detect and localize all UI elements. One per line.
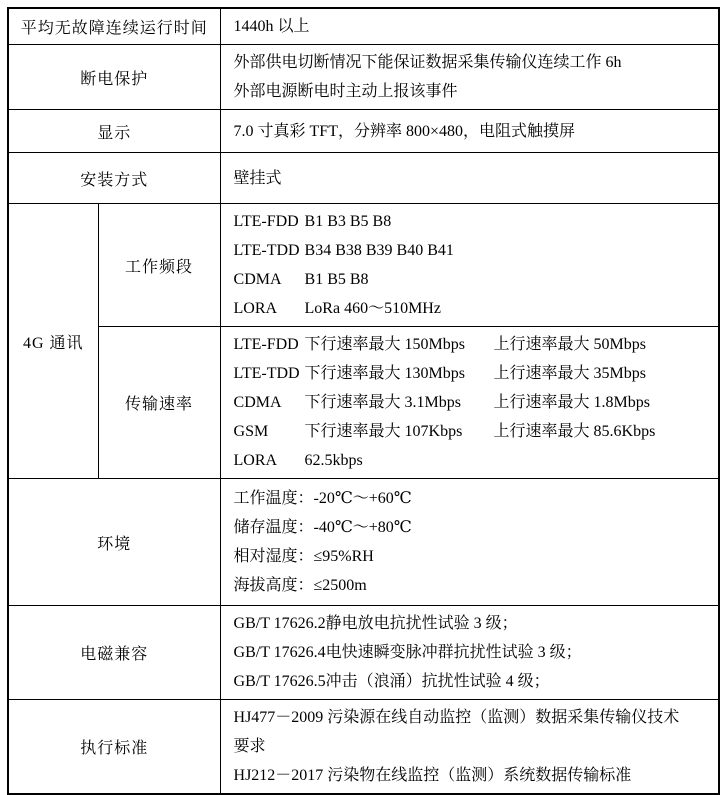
spec-line: [234, 236, 689, 265]
mtbf-label: 平均无故障连续运行时间: [8, 8, 220, 45]
band-name: LTE-TDD: [233, 365, 300, 382]
row-mtbf: [8, 8, 719, 45]
row-display: [8, 110, 719, 153]
band-value: B34 B38 B39 B40 B41: [304, 242, 454, 259]
uplink-rate: 上行速率最大 1.8Mbps: [493, 394, 650, 411]
spec-line: HJ477－2009 污染源在线自动监控（监测）数据采集传输仪技术要求: [233, 709, 680, 755]
spec-line: 工作温度：-20℃～+60℃: [233, 490, 412, 507]
mounting-label: 安装方式: [8, 153, 220, 204]
spec-line: 相对湿度：≤95%RH: [233, 548, 374, 565]
spec-line: [234, 207, 689, 236]
spec-line: 壁挂式: [233, 169, 282, 187]
band-name: CDMA: [233, 271, 282, 288]
standards-label: 执行标准: [8, 700, 220, 795]
uplink-rate: 上行速率最大 85.6Kbps: [493, 423, 656, 440]
spec-line: HJ212－2017 污染物在线监控（监测）系统数据传输标准: [233, 767, 632, 784]
row-mounting: [8, 153, 719, 204]
environment-value: [220, 479, 719, 606]
spec-line: GB/T 17626.2静电放电抗扰性试验 3 级；: [233, 615, 518, 632]
row-standards: [8, 700, 719, 795]
emc-value: [220, 606, 719, 700]
downlink-rate: 下行速率最大 107Kbps: [304, 423, 463, 440]
display-value: [220, 110, 719, 153]
data-rate-value: [220, 327, 719, 479]
band-name: LTE-FDD: [233, 336, 299, 353]
mtbf-value: [220, 8, 719, 45]
downlink-rate: 62.5kbps: [304, 452, 363, 469]
spec-line: 海拔高度：≤2500m: [233, 577, 367, 594]
emc-label: 电磁兼容: [8, 606, 220, 700]
data-rate-label: 传输速率: [98, 327, 220, 479]
uplink-rate: [494, 446, 689, 475]
spec-line: [234, 417, 689, 446]
spec-line: [234, 359, 689, 388]
uplink-rate: 上行速率最大 35Mbps: [493, 365, 646, 382]
band-name: CDMA: [233, 394, 282, 411]
row-environment: [8, 479, 719, 606]
freq-band-value: [220, 204, 719, 327]
spec-line: 储存温度：-40℃～+80℃: [233, 519, 412, 536]
row-4g-freq-band: [8, 204, 719, 327]
comm-4g-label: 4G 通讯: [8, 204, 98, 479]
band-name: LORA: [233, 452, 278, 469]
display-label: 显示: [8, 110, 220, 153]
row-power-fail: [8, 45, 719, 110]
uplink-rate: 上行速率最大 50Mbps: [493, 336, 646, 353]
band-name: GSM: [233, 423, 269, 440]
spec-line: GB/T 17626.4电快速瞬变脉冲群抗扰性试验 3 级；: [233, 644, 582, 661]
band-name: LTE-FDD: [233, 213, 299, 230]
mounting-value: [220, 153, 719, 204]
row-4g-data-rate: [8, 327, 719, 479]
spec-line: 外部电源断电时主动上报该事件: [233, 83, 458, 100]
spec-table: [7, 7, 720, 795]
environment-label: 环境: [8, 479, 220, 606]
downlink-rate: 下行速率最大 150Mbps: [304, 336, 465, 353]
power-fail-value: [220, 45, 719, 110]
row-emc: [8, 606, 719, 700]
band-name: LORA: [233, 300, 278, 317]
spec-line: [234, 330, 689, 359]
spec-line: [234, 265, 689, 294]
band-value: B1 B5 B8: [304, 271, 369, 288]
band-value: LoRa 460～510MHz: [304, 300, 441, 317]
power-fail-label: 断电保护: [8, 45, 220, 110]
band-name: LTE-TDD: [233, 242, 300, 259]
band-value: B1 B3 B5 B8: [304, 213, 392, 230]
spec-line: [234, 294, 689, 323]
spec-line: 7.0 寸真彩 TFT，分辨率 800×480，电阻式触摸屏: [233, 122, 575, 140]
standards-value: [220, 700, 719, 795]
spec-line: 1440h 以上: [233, 18, 310, 35]
spec-line: [234, 388, 689, 417]
freq-band-label: 工作频段: [98, 204, 220, 327]
spec-line: [234, 446, 689, 475]
downlink-rate: 下行速率最大 3.1Mbps: [304, 394, 461, 411]
downlink-rate: 下行速率最大 130Mbps: [304, 365, 465, 382]
spec-line: GB/T 17626.5冲击（浪涌）抗扰性试验 4 级；: [233, 673, 550, 690]
spec-line: 外部供电切断情况下能保证数据采集传输仪连续工作 6h: [233, 54, 622, 71]
